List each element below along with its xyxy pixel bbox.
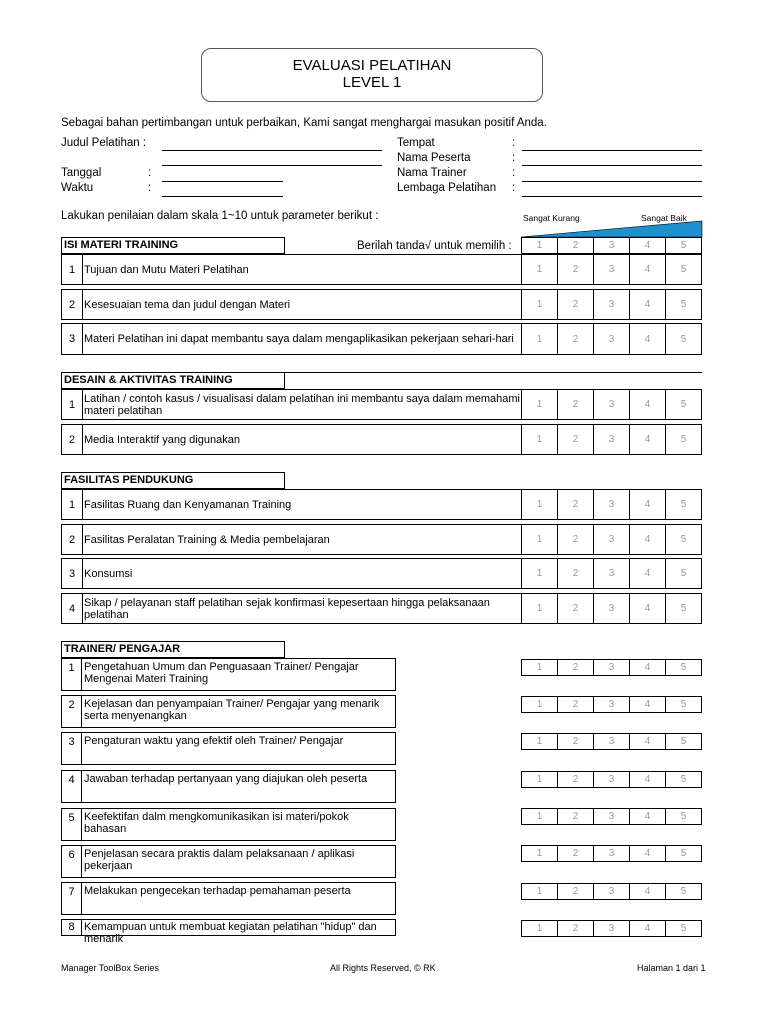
rating-4[interactable]: 4 [630,525,666,554]
scale-low-label: Sangat Kurang [523,213,580,223]
table-row [61,558,702,589]
rating-5[interactable]: 5 [680,923,687,934]
rating-1[interactable]: 1 [522,490,558,519]
judul-label: Judul Pelatihan : [61,137,147,149]
page-subtitle: LEVEL 1 [342,74,402,91]
table-row [61,524,702,555]
table-row [61,424,702,455]
rating-1[interactable]: 1 [522,255,558,284]
item-number: 1 [62,659,82,690]
colon: : [512,182,516,194]
rating-3[interactable]: 3 [594,734,630,749]
colon: : [512,167,516,179]
rating-2[interactable]: 2 [558,697,594,712]
item-number: 2 [62,425,83,454]
judul-field-2[interactable] [162,165,382,166]
table-row [61,289,702,320]
footer-right: Halaman 1 dari 1 [637,963,706,973]
colon: : [148,182,152,194]
trainer-field[interactable] [522,181,702,182]
rating-2[interactable]: 2 [558,425,594,454]
rating-4[interactable]: 4 [630,921,666,936]
rating-1[interactable]: 1 [522,324,558,354]
rating-2[interactable]: 2 [558,660,594,675]
table-row [61,389,702,420]
rating-scale [521,845,702,862]
rating-5[interactable]: 5 [680,886,687,897]
rating-3[interactable]: 3 [594,490,630,519]
rating-5[interactable]: 5 [680,434,687,445]
item-label: Tujuan dan Mutu Materi Pelatihan [84,263,249,276]
item-label: Latihan / contoh kasus / visualisasi dalam pelatihan ini membantu saya dalam memahami materi pelatihan [84,392,520,417]
colon: : [512,137,516,149]
item-number: 2 [62,525,83,554]
item-number: 3 [62,733,82,764]
item-label: Sikap / pelayanan staff pelatihan sejak konfirmasi kepesertaan hingga pelaksanaan pelatihan [84,596,490,621]
tempat-field[interactable] [522,150,702,151]
rating-4[interactable]: 4 [630,324,666,354]
rating-1[interactable]: 1 [522,594,558,623]
table-row [61,323,702,355]
intro-text: Sebagai bahan pertimbangan untuk perbaikan, Kami sangat menghargai masukan positif Anda. [61,117,547,129]
rating-3[interactable]: 3 [594,390,630,419]
table-row [61,695,396,728]
rating-2[interactable]: 2 [558,921,594,936]
item-number: 8 [62,920,82,935]
rating-5[interactable]: 5 [680,534,687,545]
scale-wedge-icon [521,221,702,237]
item-label: Pengaturan waktu yang efektif oleh Trainer/ Pengajar [84,735,344,747]
section-isi-header: ISI MATERI TRAINING [61,237,285,254]
rating-2[interactable]: 2 [558,390,594,419]
rating-4[interactable]: 4 [630,772,666,787]
rating-1[interactable]: 1 [522,425,558,454]
rating-3[interactable]: 3 [594,772,630,787]
item-number: 1 [62,255,83,284]
instruction-text: Lakukan penilaian dalam skala 1~10 untuk parameter berikut : [61,210,379,222]
item-number: 7 [62,883,82,914]
item-number: 3 [62,324,83,354]
rating-4[interactable]: 4 [630,697,666,712]
item-label: Melakukan pengecekan terhadap pemahaman peserta [84,885,351,897]
trainer-label: Nama Trainer [397,167,467,179]
waktu-field[interactable] [162,196,283,197]
scale-cell: 2 [558,238,594,253]
item-number: 3 [62,559,83,588]
page-title: EVALUASI PELATIHAN [292,57,452,74]
peserta-field[interactable] [522,165,702,166]
rating-scale [521,883,702,900]
rating-4[interactable]: 4 [630,734,666,749]
rating-scale [521,808,702,825]
rating-3[interactable]: 3 [594,559,630,588]
rating-5[interactable]: 5 [680,333,687,345]
rating-2[interactable]: 2 [558,290,594,319]
rating-3[interactable]: 3 [594,809,630,824]
table-row [61,919,396,945]
rating-4[interactable]: 4 [630,594,666,623]
rating-3[interactable]: 3 [594,425,630,454]
rating-3[interactable]: 3 [594,921,630,936]
tanggal-field[interactable] [162,181,283,182]
item-number: 1 [62,390,83,419]
rating-2[interactable]: 2 [558,490,594,519]
rating-5[interactable]: 5 [680,848,687,859]
item-label: Jawaban terhadap pertanyaan yang diajukan oleh peserta [84,773,368,785]
judul-field[interactable] [162,150,382,151]
table-row [61,593,702,624]
rating-4[interactable]: 4 [630,425,666,454]
table-row [61,882,396,915]
item-number: 2 [62,696,82,727]
footer-center: All Rights Reserved, © RK [330,963,436,973]
rating-2[interactable]: 2 [558,884,594,899]
rating-5[interactable]: 5 [680,299,687,310]
rating-2[interactable]: 2 [558,734,594,749]
lembaga-field[interactable] [522,196,702,197]
rating-2[interactable]: 2 [558,559,594,588]
rating-2[interactable]: 2 [558,594,594,623]
item-number: 6 [62,846,82,877]
table-row [61,254,702,285]
table-row [61,489,702,520]
rating-3[interactable]: 3 [594,660,630,675]
rating-1[interactable]: 1 [522,660,558,675]
rating-1[interactable]: 1 [522,772,558,787]
rating-1[interactable]: 1 [522,921,558,936]
item-number: 4 [62,594,83,623]
rating-1[interactable]: 1 [522,525,558,554]
rating-1[interactable]: 1 [522,884,558,899]
rating-2[interactable]: 2 [558,809,594,824]
section-fasilitas-header: FASILITAS PENDUKUNG [61,472,285,489]
item-label: Materi Pelatihan ini dapat membantu saya dalam mengaplikasikan pekerjaan sehari-hari [84,333,514,345]
scale-cell: 3 [594,238,630,253]
scale-high-label: Sangat Baik [641,213,687,223]
rating-5[interactable]: 5 [680,568,687,579]
item-label: Media Interaktif yang digunakan [84,433,240,446]
section-divider [285,372,702,373]
rating-3[interactable]: 3 [594,594,630,623]
rating-scale [521,659,702,676]
rating-1[interactable]: 1 [522,390,558,419]
peserta-label: Nama Peserta [397,152,471,164]
rating-3[interactable]: 3 [594,324,630,354]
item-number: 5 [62,809,82,840]
rating-3[interactable]: 3 [594,697,630,712]
item-number: 2 [62,290,83,319]
rating-3[interactable]: 3 [594,255,630,284]
item-label: Pengetahuan Umum dan Penguasaan Trainer/ Pengajar Mengenai Materi Training [84,661,359,685]
rating-2[interactable]: 2 [558,846,594,861]
lembaga-label: Lembaga Pelatihan [397,182,497,194]
table-row [61,770,396,803]
scale-cell: 4 [630,238,666,253]
table-row [61,658,396,691]
rating-3[interactable]: 3 [594,290,630,319]
rating-1[interactable]: 1 [522,697,558,712]
scale-hint: Berilah tanda√ untuk memilih : [357,240,512,252]
rating-2[interactable]: 2 [558,255,594,284]
rating-4[interactable]: 4 [630,846,666,861]
scale-cell: 5 [680,240,687,251]
item-label: Kesesuaian tema dan judul dengan Materi [84,298,291,311]
rating-5[interactable]: 5 [680,699,687,710]
item-label: Penjelasan secara praktis dalam pelaksanaan / aplikasi pekerjaan [84,848,355,872]
item-number: 1 [62,490,83,519]
title-box [201,48,543,102]
footer-left: Manager ToolBox Series [61,963,159,973]
section-trainer-header: TRAINER/ PENGAJAR [61,641,285,658]
colon: : [148,167,152,179]
rating-5[interactable]: 5 [680,774,687,785]
rating-4[interactable]: 4 [630,390,666,419]
rating-4[interactable]: 4 [630,290,666,319]
table-row [61,845,396,878]
rating-5[interactable]: 5 [680,264,687,275]
rating-scale [521,920,702,937]
section-desain-header: DESAIN & AKTIVITAS TRAINING [61,372,285,389]
item-label: Konsumsi [84,567,133,580]
rating-1[interactable]: 1 [522,809,558,824]
rating-2[interactable]: 2 [558,772,594,787]
rating-scale [521,733,702,750]
rating-scale [521,696,702,713]
rating-2[interactable]: 2 [558,324,594,354]
rating-5[interactable]: 5 [680,662,687,673]
rating-4[interactable]: 4 [630,255,666,284]
rating-3[interactable]: 3 [594,884,630,899]
rating-scale [521,771,702,788]
rating-5[interactable]: 5 [680,736,687,747]
rating-1[interactable]: 1 [522,846,558,861]
colon: : [512,152,516,164]
rating-4[interactable]: 4 [630,490,666,519]
item-label: Fasilitas Peralatan Training & Media pembelajaran [84,533,330,546]
rating-1[interactable]: 1 [522,559,558,588]
scale-header-row [521,237,702,254]
item-label: Kejelasan dan penyampaian Trainer/ Pengajar yang menarik serta menyenangkan [84,698,380,722]
rating-4[interactable]: 4 [630,809,666,824]
table-row [61,732,396,765]
table-row [61,808,396,841]
scale-cell: 1 [522,238,558,253]
rating-4[interactable]: 4 [630,884,666,899]
rating-5[interactable]: 5 [680,811,687,822]
item-label: Fasilitas Ruang dan Kenyamanan Training [84,498,292,511]
rating-1[interactable]: 1 [522,734,558,749]
tempat-label: Tempat [397,137,435,149]
tanggal-label: Tanggal [61,167,102,179]
rating-5[interactable]: 5 [680,499,687,510]
rating-5[interactable]: 5 [680,399,687,410]
item-label: Kemampuan untuk membuat kegiatan pelatihan "hidup" dan menarik [84,921,377,945]
rating-1[interactable]: 1 [522,290,558,319]
rating-3[interactable]: 3 [594,525,630,554]
rating-4[interactable]: 4 [630,559,666,588]
item-label: Keefektifan dalm mengkomunikasikan isi materi/pokok bahasan [84,811,349,835]
rating-2[interactable]: 2 [558,525,594,554]
waktu-label: Waktu [61,182,94,194]
rating-4[interactable]: 4 [630,660,666,675]
rating-5[interactable]: 5 [680,603,687,614]
rating-3[interactable]: 3 [594,846,630,861]
item-number: 4 [62,771,82,802]
